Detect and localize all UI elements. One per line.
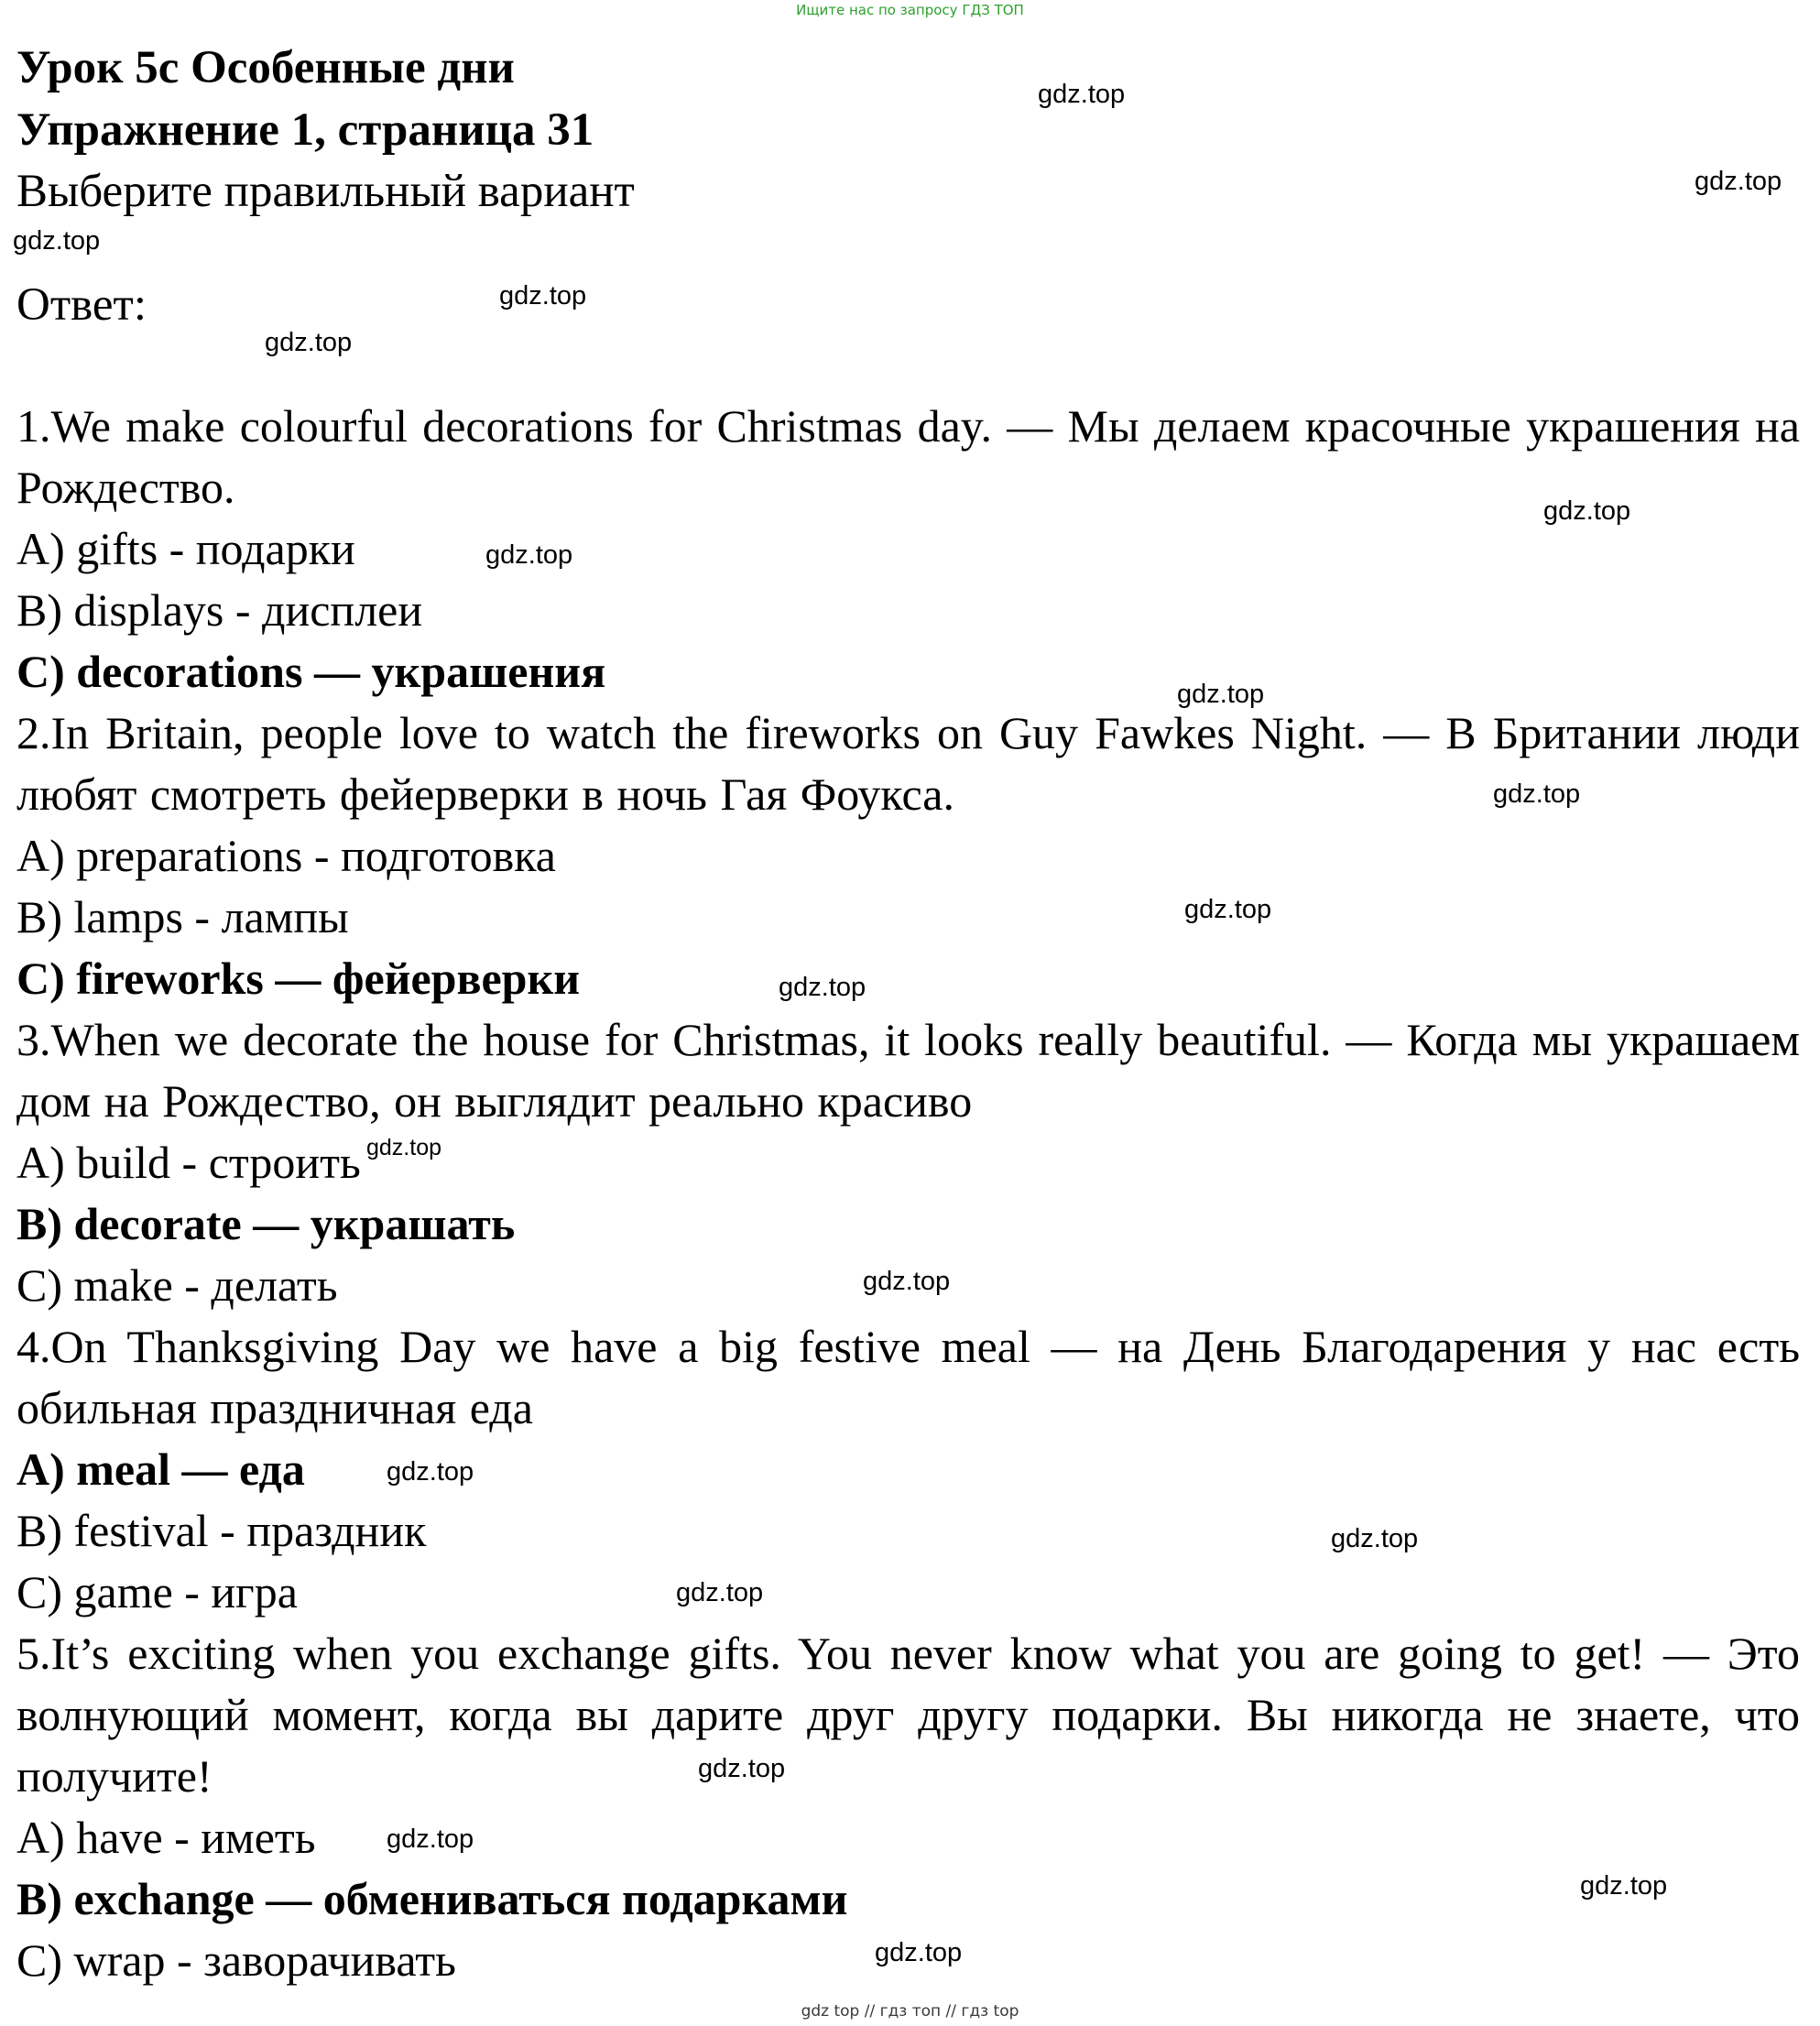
option-b: B) displays - дисплеи xyxy=(16,584,423,636)
lesson-title: Урок 5c Особенные дни xyxy=(16,42,515,93)
option-a: A) have - иметь xyxy=(16,1812,316,1863)
option-a: A) preparations - подготовка xyxy=(16,830,556,881)
watermark: gdz.top xyxy=(1184,895,1272,924)
option-b-correct: B) decorate — украшать xyxy=(16,1198,516,1249)
question-text: 1.We make colourful decorations for Christmas day. — Мы делаем красочные украшения на Рождество. xyxy=(16,400,1800,513)
option-c: C) make - делать xyxy=(16,1259,338,1311)
watermark: gdz.top xyxy=(499,281,587,310)
answer-label: Ответ: xyxy=(16,279,147,331)
option-b: B) lamps - лампы xyxy=(16,891,349,942)
option-a-correct: A) meal — еда xyxy=(16,1443,305,1495)
option-c: C) wrap - заворачивать xyxy=(16,1934,456,1986)
question-text: 2.In Britain, people love to watch the fireworks on Guy Fawkes Night. — В Британии люди любят смотреть фейерверки в ночь Гая Фоукса. xyxy=(16,707,1800,820)
option-b: B) festival - праздник xyxy=(16,1505,427,1556)
watermark: gdz.top xyxy=(1543,496,1631,526)
questions-list xyxy=(16,396,1800,1991)
watermark: gdz.top xyxy=(779,973,866,1002)
watermark: gdz.top xyxy=(1177,680,1265,709)
question-4 xyxy=(16,1316,1800,1623)
watermark: gdz.top xyxy=(875,1938,963,1967)
question-text: 4.On Thanksgiving Day we have a big festive meal — на День Благодарения у нас есть обильная праздничная еда xyxy=(16,1321,1800,1433)
watermark: gdz.top xyxy=(1695,167,1782,196)
bottom-banner: gdz top // гдз топ // гдз top xyxy=(801,2002,1019,2021)
watermark: gdz.top xyxy=(1580,1871,1668,1901)
option-c-correct: C) fireworks — фейерверки xyxy=(16,953,581,1004)
option-c: C) game - игра xyxy=(16,1566,298,1618)
question-text: 5.It’s exciting when you exchange gifts. You never know what you are going to get! — Это волнующий момент, когда вы дарите друг другу подарки. Вы никогда не знаете, что получите! xyxy=(16,1628,1800,1802)
question-1 xyxy=(16,396,1800,703)
question-text: 3.When we decorate the house for Christmas, it looks really beautiful. — Когда мы украшаем дом на Рождество, он выглядит реально красиво xyxy=(16,1014,1800,1127)
watermark: gdz.top xyxy=(387,1824,474,1854)
watermark: gdz.top xyxy=(366,1135,442,1160)
top-banner: Ищите нас по запросу ГДЗ ТОП xyxy=(796,2,1024,18)
watermark: gdz.top xyxy=(698,1754,786,1783)
watermark: gdz.top xyxy=(863,1267,951,1296)
question-5 xyxy=(16,1623,1800,1991)
watermark: gdz.top xyxy=(387,1457,474,1487)
option-b-correct: B) exchange — обмениваться подарками xyxy=(16,1873,848,1924)
watermark: gdz.top xyxy=(1493,779,1581,809)
watermark: gdz.top xyxy=(485,540,573,570)
option-c-correct: C) decorations — украшения xyxy=(16,646,606,697)
watermark: gdz.top xyxy=(676,1578,764,1607)
option-a: A) build - строить xyxy=(16,1137,361,1188)
instruction: Выберите правильный вариант xyxy=(16,166,635,217)
watermark: gdz.top xyxy=(13,226,101,256)
watermark: gdz.top xyxy=(1331,1524,1419,1553)
question-2 xyxy=(16,703,1800,1009)
exercise-title: Упражнение 1, страница 31 xyxy=(16,104,594,156)
option-a: A) gifts - подарки xyxy=(16,523,355,574)
watermark: gdz.top xyxy=(1038,80,1126,109)
watermark: gdz.top xyxy=(265,328,353,357)
